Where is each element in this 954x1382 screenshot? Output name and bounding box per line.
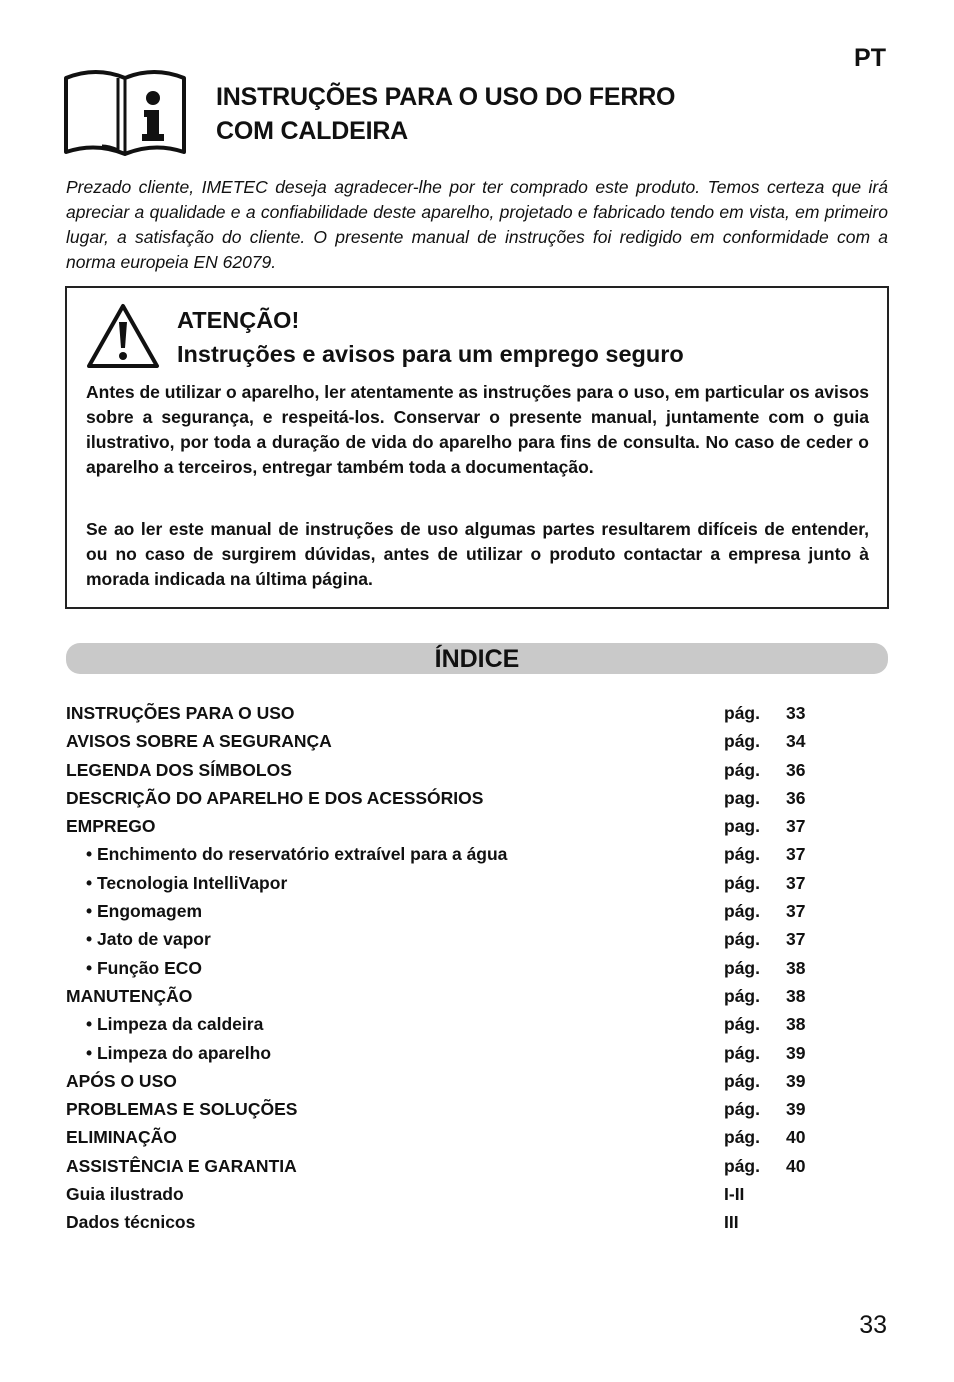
toc-entry-page-label: pág.	[724, 1014, 760, 1035]
toc-entry-page-label: pág.	[724, 1099, 760, 1120]
toc-entry-page-label: pág.	[724, 929, 760, 950]
title-line-1: INSTRUÇÕES PARA O USO DO FERRO	[216, 83, 676, 111]
toc-entry	[66, 982, 826, 1010]
toc-entry	[66, 1039, 826, 1067]
toc-entry-page-number: 37	[786, 844, 806, 865]
toc-entry-page-label: pag.	[724, 787, 760, 808]
toc-entry-page-label: pág.	[724, 985, 760, 1006]
toc-entry-page-label: pág.	[724, 1155, 760, 1176]
toc-entry-page-label: pág.	[724, 901, 760, 922]
toc-entry-title: • Função ECO	[86, 957, 202, 978]
page-number: 33	[859, 1311, 887, 1339]
toc-entry	[66, 954, 826, 982]
toc-entry	[66, 699, 826, 727]
toc-entry-page-label: pág.	[724, 1127, 760, 1148]
toc-entry	[66, 756, 826, 784]
toc-entry	[66, 1180, 826, 1208]
warning-heading-line-2: Instruções e avisos para um emprego seguro	[177, 341, 684, 367]
toc-entry	[66, 840, 826, 868]
toc-entry	[66, 812, 826, 840]
toc-entry-page-label: pág.	[724, 703, 760, 723]
toc-entry-title: APÓS O USO	[66, 1070, 177, 1091]
toc-entry	[66, 1123, 826, 1151]
toc-entry	[66, 1067, 826, 1095]
toc-entry-title: PROBLEMAS E SOLUÇÕES	[66, 1099, 298, 1120]
warning-heading	[177, 303, 684, 371]
toc-entry-page-number: 39	[786, 1070, 806, 1091]
toc-entry-page-number: 37	[786, 901, 806, 922]
toc-entry-title: • Enchimento do reservatório extraível para a água	[86, 844, 508, 865]
intro-paragraph: Prezado cliente, IMETEC deseja agradecer-lhe por ter comprado este produto. Temos certeza que irá apreciar a qualidade e a confiabilidade deste aparelho, projetado e fabricado tendo em vista, em primeiro lugar, a satisfação do cliente. O presente manual de instruções foi redigido em conformidade com a norma europeia EN 62079.	[66, 177, 888, 272]
toc-entry-title: • Limpeza do aparelho	[86, 1042, 272, 1063]
toc-entry-page-label: pág.	[724, 1070, 760, 1091]
toc-entry-page-number: 40	[786, 1127, 806, 1148]
toc-entry-page-number: 36	[786, 787, 806, 808]
toc-entry-page-number: 34	[786, 731, 806, 752]
toc-entry	[66, 1152, 826, 1180]
toc-entry	[66, 869, 826, 897]
toc-entry	[66, 1010, 826, 1038]
toc-entry-page-label: I-II	[724, 1184, 745, 1205]
toc-entry-title: INSTRUÇÕES PARA O USO	[66, 703, 295, 723]
toc-entry-page-number: 38	[786, 985, 806, 1006]
toc-entry-page-number: 37	[786, 872, 806, 893]
toc-entry-title: EMPREGO	[66, 816, 156, 837]
toc-entry-title: • Engomagem	[86, 901, 203, 922]
toc-entry-title: • Tecnologia IntelliVapor	[86, 872, 288, 893]
toc-entry-page-number: 38	[786, 957, 806, 978]
document-title	[216, 80, 675, 148]
toc-entry-title: DESCRIÇÃO DO APARELHO E DOS ACESSÓRIOS	[66, 787, 484, 808]
toc-entry-page-number: 39	[786, 1099, 806, 1120]
toc-entry-title: Guia ilustrado	[66, 1184, 184, 1205]
toc-entry-page-label: pág.	[724, 759, 760, 780]
toc-entry-title: ASSISTÊNCIA E GARANTIA	[66, 1155, 297, 1176]
toc-entry-title: • Limpeza da caldeira	[86, 1014, 264, 1035]
toc-entry-page-label: pág.	[724, 957, 760, 978]
table-of-contents	[66, 699, 826, 1237]
warning-triangle-icon	[85, 302, 161, 370]
toc-entry	[66, 897, 826, 925]
warning-box	[65, 286, 889, 609]
warning-paragraph-1: Antes de utilizar o aparelho, ler atentamente as instruções para o uso, em particular os avisos sobre a segurança, e respeitá-los. Conservar o presente manual, juntamente com o guia ilustrativo, por toda a duração de vida do aparelho para fins de consulta. No caso de ceder o aparelho a terceiros, entregar também toda a documentação.	[86, 382, 869, 477]
toc-entry-title: Dados técnicos	[66, 1212, 196, 1233]
toc-entry-title: • Jato de vapor	[86, 929, 211, 950]
toc-entry-page-label: pág.	[724, 844, 760, 865]
toc-entry-page-number: 33	[786, 703, 806, 723]
toc-entry-page-number: 37	[786, 816, 806, 837]
info-book-icon	[62, 68, 188, 162]
toc-entry	[66, 727, 826, 755]
toc-entry-title: LEGENDA DOS SÍMBOLOS	[66, 759, 292, 780]
toc-entry	[66, 1208, 826, 1236]
toc-entry-page-label: pag.	[724, 816, 760, 837]
toc-entry-page-number: 37	[786, 929, 806, 950]
language-code: PT	[854, 44, 886, 72]
toc-entry-page-label: III	[724, 1212, 739, 1233]
toc-entry-title: MANUTENÇÃO	[66, 985, 193, 1006]
toc-entry	[66, 1095, 826, 1123]
toc-entry-page-label: pág.	[724, 731, 760, 752]
toc-entry-page-label: pág.	[724, 872, 760, 893]
toc-entry	[66, 784, 826, 812]
title-line-2: COM CALDEIRA	[216, 117, 409, 145]
toc-entry-title: AVISOS SOBRE A SEGURANÇA	[66, 731, 332, 752]
toc-entry-page-number: 39	[786, 1042, 806, 1063]
toc-entry-page-number: 40	[786, 1155, 806, 1176]
warning-paragraph-2: Se ao ler este manual de instruções de uso algumas partes resultarem difíceis de entender, ou no caso de surgirem dúvidas, antes de utilizar o produto contactar a empresa junto à morada indicada na última página.	[86, 519, 869, 589]
toc-entry-title: ELIMINAÇÃO	[66, 1127, 177, 1148]
toc-entry	[66, 925, 826, 953]
toc-entry-page-number: 38	[786, 1014, 806, 1035]
toc-entry-page-label: pág.	[724, 1042, 760, 1063]
toc-entry-page-number: 36	[786, 759, 806, 780]
warning-heading-line-1: ATENÇÃO!	[177, 307, 300, 333]
index-title: ÍNDICE	[66, 643, 888, 674]
